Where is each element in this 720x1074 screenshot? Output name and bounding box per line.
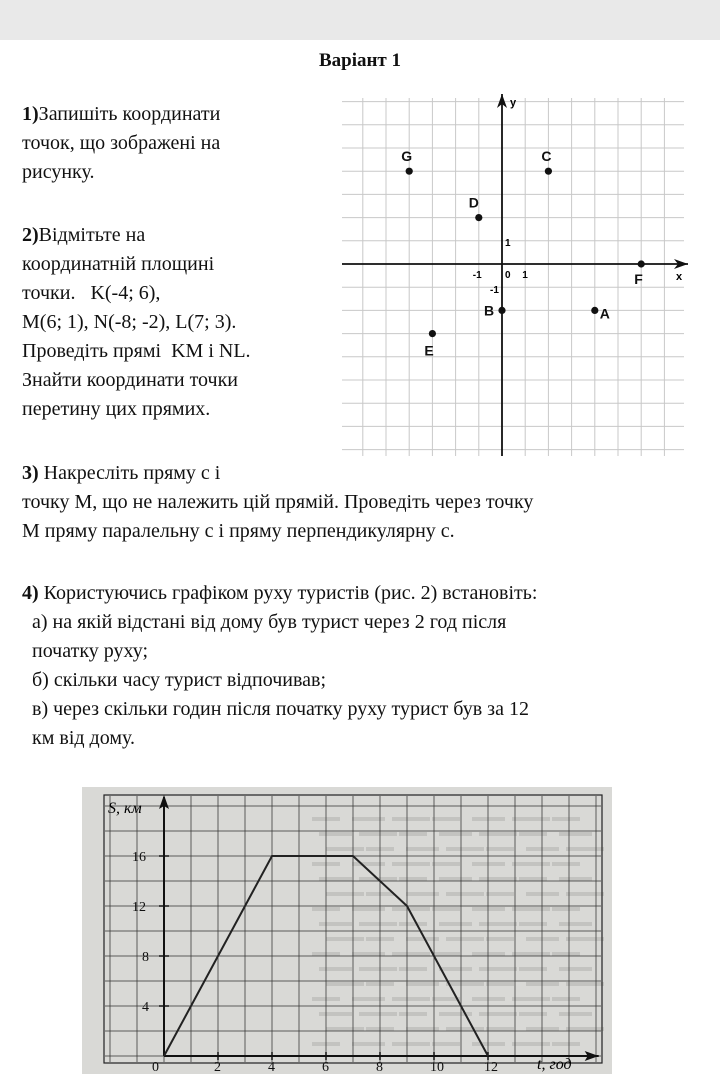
texture-mark bbox=[559, 1012, 592, 1016]
tick-label-origin: 0 bbox=[505, 270, 511, 281]
coordinate-plane bbox=[338, 92, 690, 462]
point-label: D bbox=[468, 194, 479, 211]
texture-mark bbox=[392, 817, 430, 821]
task-1-line: рисунку. bbox=[22, 161, 95, 183]
texture-mark bbox=[432, 952, 460, 956]
texture-mark bbox=[399, 922, 427, 926]
texture-mark bbox=[559, 877, 592, 881]
point-e bbox=[429, 330, 436, 337]
tick-label-y-pos: 1 bbox=[505, 237, 511, 249]
texture-mark bbox=[319, 877, 352, 881]
point-label: C bbox=[541, 148, 552, 165]
texture-mark bbox=[479, 1012, 517, 1016]
texture-mark bbox=[319, 832, 352, 836]
texture-mark bbox=[326, 982, 364, 986]
texture-mark bbox=[326, 847, 364, 851]
texture-mark bbox=[512, 862, 550, 866]
tick-label-x-neg: -1 bbox=[472, 270, 482, 281]
texture-mark bbox=[552, 1042, 580, 1046]
variant-title: Варіант 1 bbox=[318, 50, 402, 71]
texture-mark bbox=[439, 922, 472, 926]
texture-mark bbox=[486, 937, 514, 941]
task-3-line: М пряму паралельну с і пряму перпендикулярну с. bbox=[22, 520, 455, 542]
chart-y-tick-label: 4 bbox=[142, 1000, 149, 1015]
texture-mark bbox=[446, 892, 484, 896]
texture-mark bbox=[319, 967, 352, 971]
chart-x-label: t, год bbox=[537, 1056, 572, 1073]
chart-tick-labels bbox=[132, 850, 498, 1074]
x-axis-label: x bbox=[676, 271, 683, 283]
texture-mark bbox=[512, 907, 550, 911]
texture-mark bbox=[479, 967, 517, 971]
task-2-line: Відмітьте на bbox=[38, 224, 146, 246]
texture-mark bbox=[486, 982, 514, 986]
texture-mark bbox=[399, 832, 427, 836]
texture-mark bbox=[439, 967, 472, 971]
texture-mark bbox=[446, 937, 484, 941]
texture-mark bbox=[479, 832, 517, 836]
y-axis-label: y bbox=[510, 97, 517, 109]
texture-mark bbox=[392, 1042, 430, 1046]
task-4-intro: Користуючись графіком руху туристів (рис. 2) встановіть: bbox=[38, 582, 538, 604]
texture-mark bbox=[486, 892, 514, 896]
task-1 bbox=[22, 100, 220, 187]
texture-mark bbox=[512, 1042, 550, 1046]
task-2-line: координатній площині bbox=[22, 253, 215, 275]
task-4 bbox=[22, 579, 537, 753]
task-3-line: точку М, що не належить цій прямій. Проведіть через точку bbox=[22, 491, 534, 513]
texture-mark bbox=[519, 967, 547, 971]
texture-mark bbox=[319, 922, 352, 926]
task-2-line: точки. K(-4; 6), bbox=[22, 282, 161, 304]
point-f bbox=[638, 260, 645, 267]
point-c bbox=[545, 168, 552, 175]
texture-mark bbox=[439, 832, 472, 836]
texture-mark bbox=[392, 997, 430, 1001]
task-4-item: б) скільки часу турист відпочивав; bbox=[32, 669, 327, 691]
texture-mark bbox=[432, 907, 460, 911]
motion-chart bbox=[82, 787, 612, 1074]
texture-mark bbox=[399, 877, 427, 881]
coordinate-points bbox=[401, 148, 645, 358]
tick-label-y-neg: -1 bbox=[490, 285, 499, 297]
task-2-line: перетину цих прямих. bbox=[22, 398, 211, 420]
texture-mark bbox=[439, 877, 472, 881]
tick-label-x-pos: 1 bbox=[522, 270, 528, 281]
task-2-number: 2) bbox=[22, 224, 39, 246]
texture-mark bbox=[519, 1012, 547, 1016]
coordinate-grid bbox=[342, 98, 684, 456]
task-4-item: початку руху; bbox=[32, 640, 149, 662]
texture-mark bbox=[479, 877, 517, 881]
point-label: E bbox=[424, 342, 434, 359]
texture-mark bbox=[519, 877, 547, 881]
chart-x-tick-label: 8 bbox=[376, 1060, 383, 1074]
texture-mark bbox=[566, 982, 604, 986]
texture-mark bbox=[326, 1027, 364, 1031]
point-label: F bbox=[634, 271, 643, 287]
texture-mark bbox=[392, 952, 430, 956]
texture-mark bbox=[392, 907, 430, 911]
texture-mark bbox=[326, 937, 364, 941]
chart-x-tick-label: 10 bbox=[430, 1060, 444, 1074]
texture-mark bbox=[486, 1027, 514, 1031]
texture-mark bbox=[326, 892, 364, 896]
texture-mark bbox=[566, 1027, 604, 1031]
task-3-number: 3) bbox=[22, 462, 39, 484]
texture-mark bbox=[512, 997, 550, 1001]
chart-x-tick-label: 0 bbox=[152, 1060, 159, 1074]
texture-mark bbox=[479, 922, 517, 926]
motion-graph-photo bbox=[82, 787, 612, 1074]
task-3-line: Накресліть пряму с і bbox=[38, 462, 221, 484]
point-label: G bbox=[401, 148, 413, 165]
point-b bbox=[498, 307, 505, 314]
chart-y-label: S, км bbox=[108, 800, 142, 817]
point-d bbox=[475, 214, 482, 221]
texture-mark bbox=[512, 817, 550, 821]
texture-mark bbox=[359, 1012, 397, 1016]
texture-mark bbox=[432, 817, 460, 821]
texture-mark bbox=[446, 982, 484, 986]
point-g bbox=[406, 168, 413, 175]
texture-mark bbox=[559, 922, 592, 926]
chart-y-tick-label: 16 bbox=[132, 850, 146, 865]
texture-mark bbox=[432, 862, 460, 866]
texture-mark bbox=[552, 817, 580, 821]
texture-mark bbox=[399, 967, 427, 971]
texture-mark bbox=[359, 967, 397, 971]
task-2 bbox=[22, 221, 251, 424]
texture-mark bbox=[552, 907, 580, 911]
texture-mark bbox=[519, 832, 547, 836]
task-2-line: M(6; 1), N(-8; -2), L(7; 3). bbox=[22, 311, 237, 333]
point-a bbox=[591, 307, 598, 314]
task-4-number: 4) bbox=[22, 582, 39, 604]
texture-mark bbox=[446, 1027, 484, 1031]
texture-mark bbox=[552, 952, 580, 956]
point-label: A bbox=[599, 305, 610, 322]
texture-mark bbox=[446, 847, 484, 851]
chart-x-tick-label: 6 bbox=[322, 1060, 329, 1074]
texture-mark bbox=[566, 847, 604, 851]
texture-mark bbox=[519, 922, 547, 926]
task-2-line: Проведіть прямі KM і NL. bbox=[22, 340, 251, 362]
chart-y-tick-label: 8 bbox=[142, 950, 149, 965]
texture-mark bbox=[566, 937, 604, 941]
texture-mark bbox=[552, 997, 580, 1001]
chart-y-tick-label: 12 bbox=[132, 900, 146, 915]
top-bar bbox=[0, 0, 720, 40]
chart-x-tick-label: 12 bbox=[484, 1060, 498, 1074]
texture-mark bbox=[359, 922, 397, 926]
texture-mark bbox=[359, 832, 397, 836]
task-1-line: точок, що зображені на bbox=[22, 132, 221, 154]
task-4-item: км від дому. bbox=[32, 727, 135, 749]
texture-mark bbox=[432, 1042, 460, 1046]
texture-mark bbox=[566, 892, 604, 896]
task-1-number: 1) bbox=[22, 103, 39, 125]
task-2-line: Знайти координати точки bbox=[22, 369, 239, 391]
texture-mark bbox=[319, 1012, 352, 1016]
chart-x-tick-label: 4 bbox=[268, 1060, 275, 1074]
point-label: B bbox=[484, 302, 495, 319]
task-3 bbox=[22, 459, 533, 546]
task-1-line: Запишіть координати bbox=[38, 103, 221, 125]
texture-mark bbox=[399, 1012, 427, 1016]
task-4-item: в) через скільки годин після початку руху турист був за 12 bbox=[32, 698, 529, 720]
texture-mark bbox=[552, 862, 580, 866]
texture-mark bbox=[512, 952, 550, 956]
texture-mark bbox=[559, 832, 592, 836]
texture-mark bbox=[559, 967, 592, 971]
chart-x-tick-label: 2 bbox=[214, 1060, 221, 1074]
texture-mark bbox=[392, 862, 430, 866]
task-4-item: а) на якій відстані від дому був турист через 2 год після bbox=[32, 611, 507, 633]
texture-mark bbox=[486, 847, 514, 851]
